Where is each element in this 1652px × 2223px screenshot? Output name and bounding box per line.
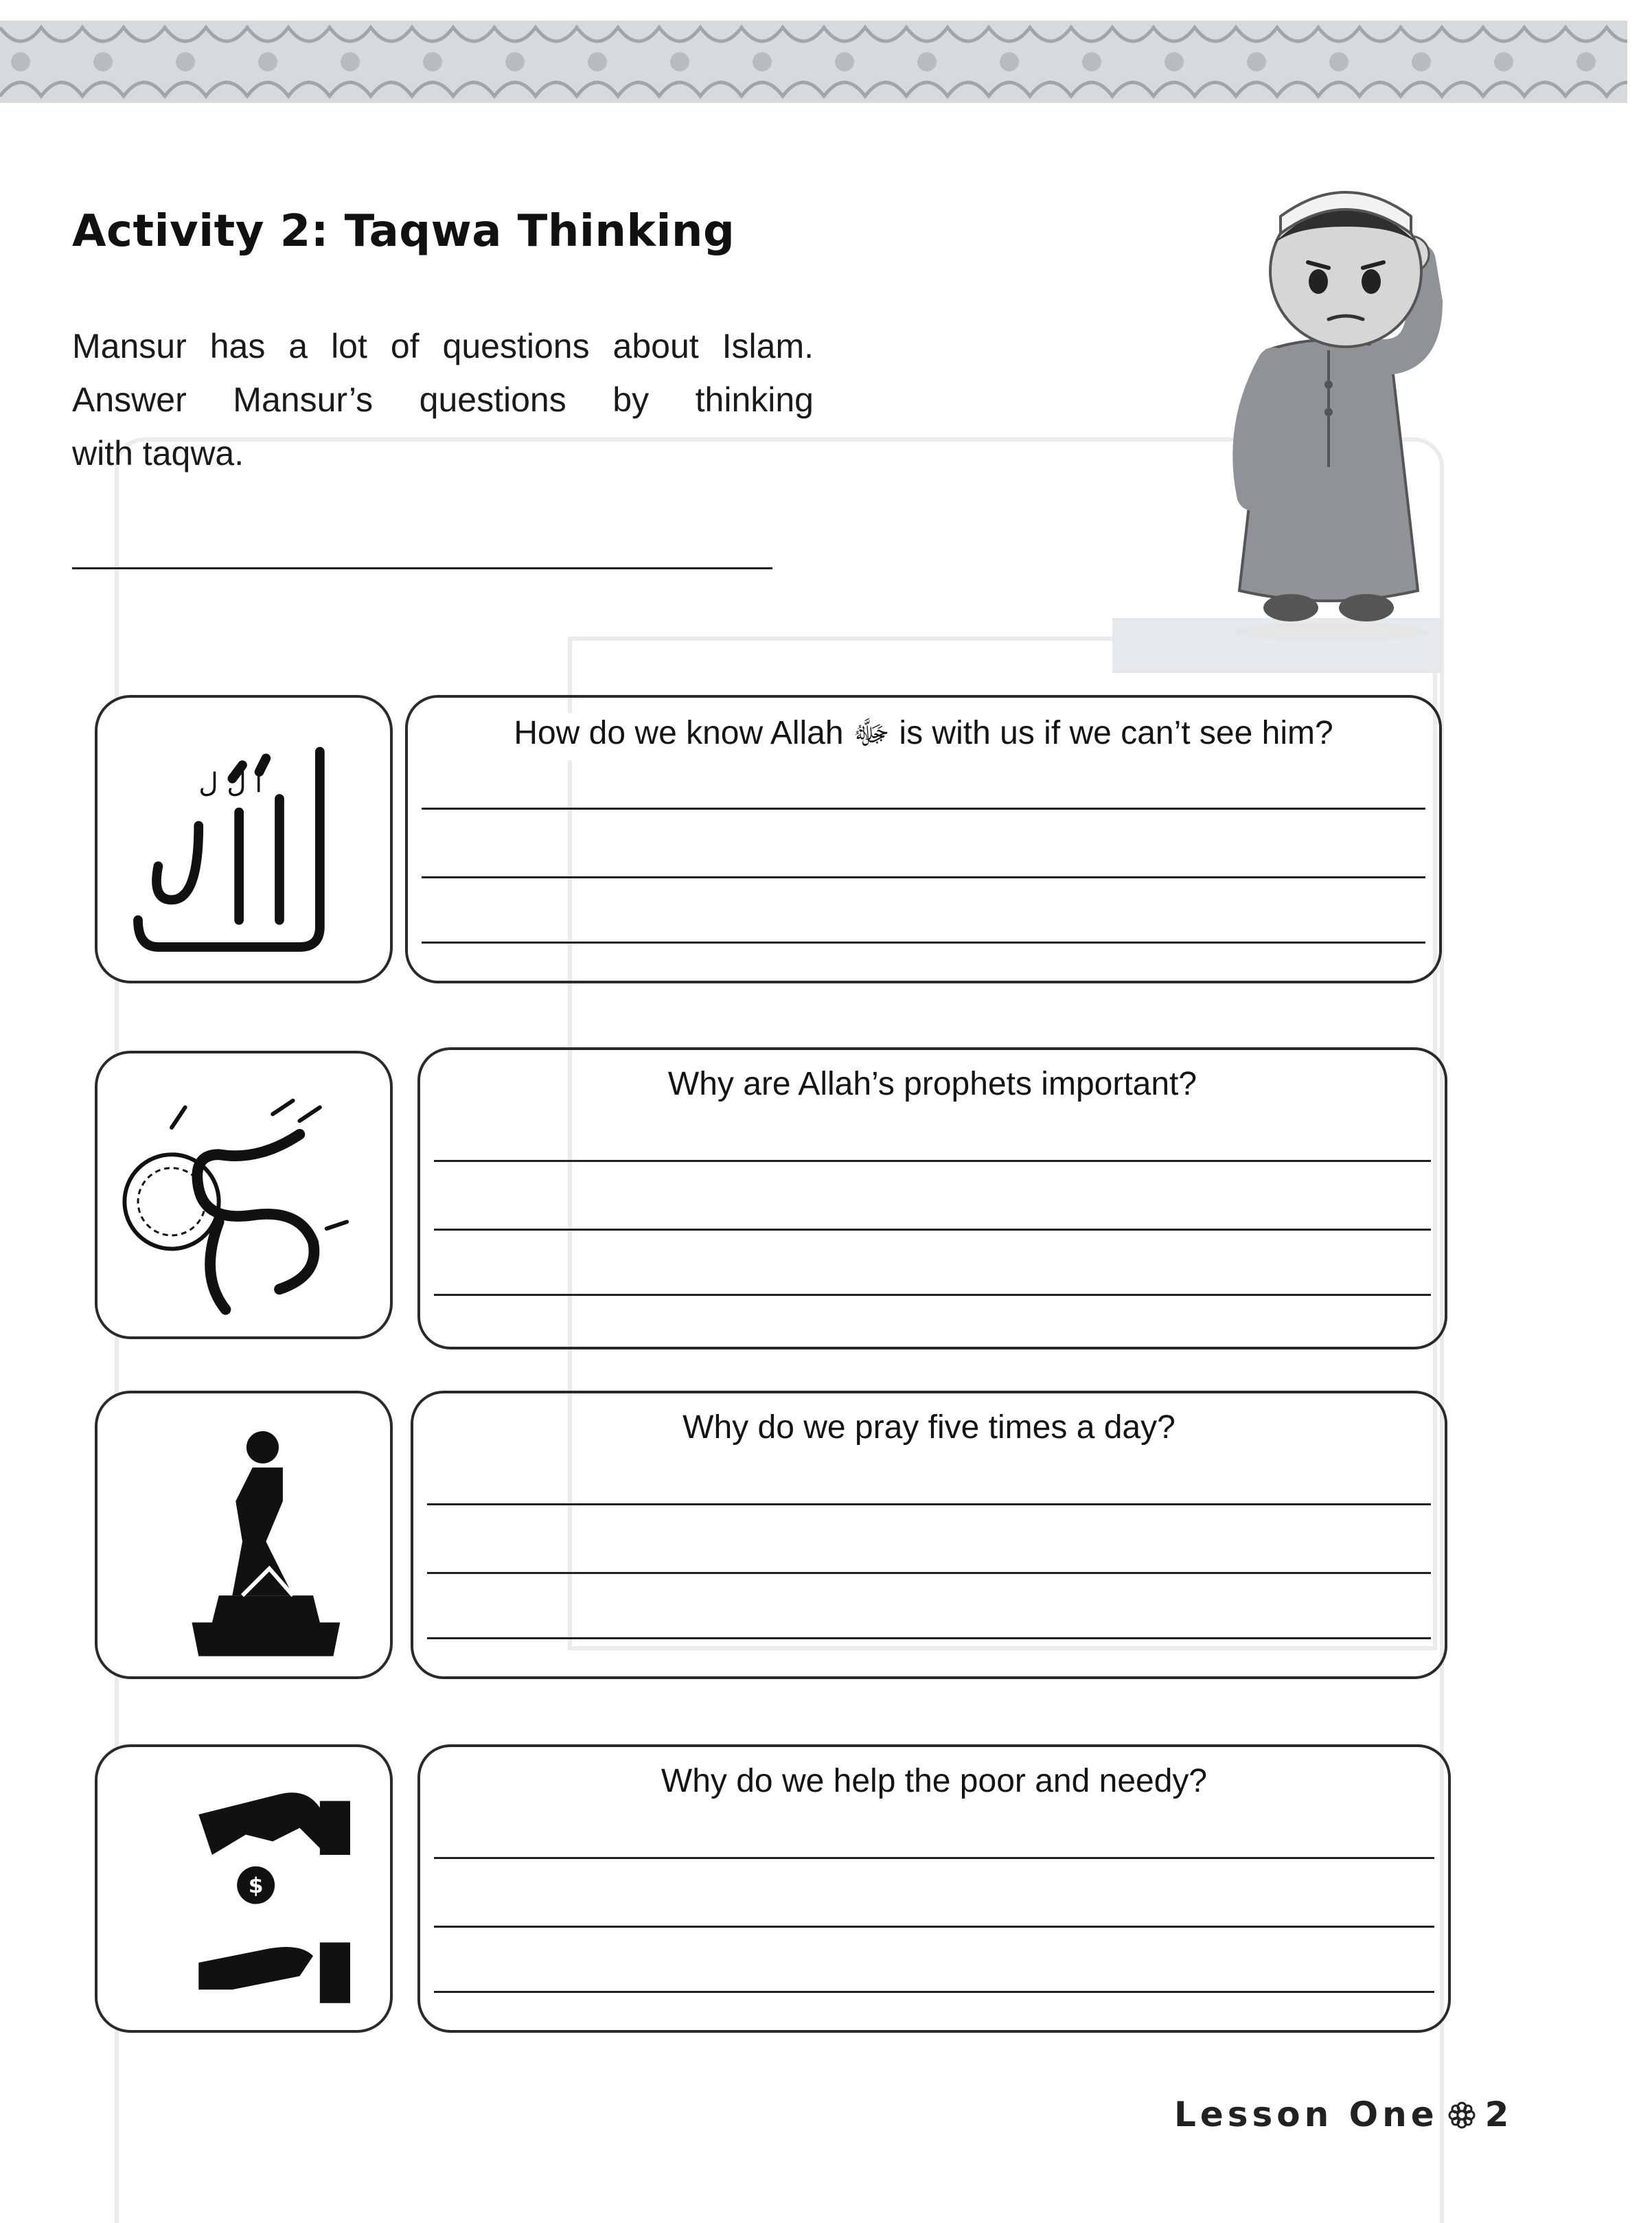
answer-line[interactable] <box>427 1503 1431 1505</box>
answer-line[interactable] <box>434 1857 1434 1859</box>
question-1: How do we know Allah ﷻ is with us if we can’t see him? <box>504 713 1342 760</box>
answer-line[interactable] <box>434 1160 1431 1162</box>
answer-line[interactable] <box>434 1991 1434 1993</box>
activity-instructions <box>72 319 814 480</box>
flower-icon <box>1448 2097 1476 2137</box>
allah-calligraphy-card <box>95 695 393 983</box>
answer-line[interactable] <box>427 1572 1431 1574</box>
page-footer <box>1174 2095 1508 2137</box>
question-4: Why do we help the poor and needy? <box>652 1762 1217 1800</box>
intro-line: Answer Mansur’s questions by thinking <box>72 380 814 419</box>
muhammad-calligraphy-card <box>95 1051 393 1339</box>
answer-line[interactable] <box>422 876 1425 878</box>
intro-line: with taqwa. <box>72 434 244 472</box>
mansur-illustration <box>1191 179 1493 646</box>
charity-card <box>95 1744 393 2033</box>
muhammad-calligraphy-icon <box>97 1053 390 1336</box>
name-write-line[interactable] <box>72 567 772 569</box>
answer-box-3 <box>411 1391 1447 1679</box>
praying-woman-icon <box>97 1393 390 1676</box>
answer-line[interactable] <box>434 1294 1431 1296</box>
answer-box-4 <box>417 1744 1451 2033</box>
allah-calligraphy-icon <box>97 698 390 981</box>
lesson-label: Lesson One <box>1174 2095 1438 2134</box>
question-2: Why are Allah’s prophets important? <box>658 1065 1206 1103</box>
intro-line: Mansur has a lot of questions about Islam. <box>72 327 814 365</box>
svg-text:ا ل ل: ا ل ل <box>198 768 263 799</box>
answer-box-2 <box>417 1047 1447 1349</box>
charity-hands-icon <box>97 1747 390 2030</box>
decorative-banner <box>0 0 1627 137</box>
prayer-card <box>95 1391 393 1679</box>
answer-line[interactable] <box>422 808 1425 810</box>
answer-line[interactable] <box>422 942 1425 944</box>
activity-title: Activity 2: Taqwa Thinking <box>72 206 735 257</box>
question-3: Why do we pray five times a day? <box>673 1409 1185 1446</box>
answer-line[interactable] <box>427 1637 1431 1639</box>
page-number: 2 <box>1484 2095 1509 2134</box>
answer-line[interactable] <box>434 1926 1434 1928</box>
answer-line[interactable] <box>434 1229 1431 1231</box>
answer-box-1 <box>405 695 1442 983</box>
svg-text:$: $ <box>248 1873 264 1898</box>
